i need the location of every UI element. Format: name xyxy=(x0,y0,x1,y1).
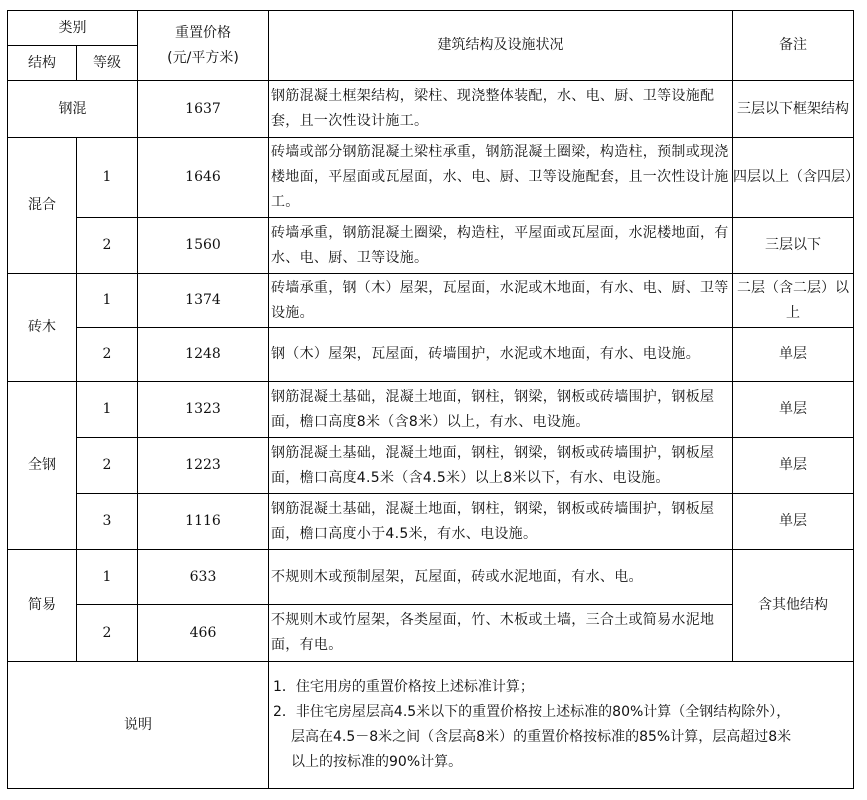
header-structure: 结构 xyxy=(8,46,77,81)
price-cell: 1374 xyxy=(138,274,269,328)
price-cell: 466 xyxy=(138,605,269,662)
price-cell: 1637 xyxy=(138,81,269,138)
explanation-row xyxy=(8,662,854,789)
building-price-table xyxy=(7,10,859,789)
grade-cell: 1 xyxy=(77,138,138,218)
grade-cell: 1 xyxy=(77,382,138,438)
explanation-item-2-line-1: 2．非住宅房屋层高4.5米以下的重置价格按上述标准的80%计算（全钢结构除外）， xyxy=(273,704,791,720)
table-row xyxy=(8,438,854,494)
grade-cell: 3 xyxy=(77,494,138,550)
grade-cell: 2 xyxy=(77,328,138,382)
grade-cell: 1 xyxy=(77,550,138,605)
remark-cell: 三层以下 xyxy=(733,218,854,274)
price-cell: 1560 xyxy=(138,218,269,274)
header-price xyxy=(138,11,269,81)
remark-cell: 单层 xyxy=(733,438,854,494)
description-cell: 钢筋混凝土基础，混凝土地面，钢柱，钢梁，钢板或砖墙围护，钢板屋面，檐口高度8米（含8米）以上，有水、电设施。 xyxy=(269,382,733,438)
remark-cell: 含其他结构 xyxy=(733,550,854,662)
remark-cell: 二层（含二层）以上 xyxy=(733,274,854,328)
description-cell: 钢筋混凝土框架结构，梁柱、现浇整体装配，水、电、厨、卫等设施配套，且一次性设计施工。 xyxy=(269,81,733,138)
structure-cell: 简易 xyxy=(8,550,77,662)
price-cell: 1248 xyxy=(138,328,269,382)
price-cell: 1116 xyxy=(138,494,269,550)
table-row xyxy=(8,494,854,550)
structure-cell: 全钢 xyxy=(8,382,77,550)
price-cell: 1323 xyxy=(138,382,269,438)
header-price-line2: (元/平方米) xyxy=(167,49,239,66)
description-cell: 钢筋混凝土基础，混凝土地面，钢柱，钢梁，钢板或砖墙围护，钢板屋面，檐口高度4.5米（含4.5米）以上8米以下，有水、电设施。 xyxy=(269,438,733,494)
header-grade: 等级 xyxy=(77,46,138,81)
description-cell: 砖墙或部分钢筋混凝土梁柱承重，钢筋混凝土圈梁，构造柱，预制或现浇楼地面，平屋面或瓦屋面，水、电、厨、卫等设施配套，且一次性设计施工。 xyxy=(269,138,733,218)
grade-cell: 1 xyxy=(77,274,138,328)
remark-cell: 单层 xyxy=(733,328,854,382)
explanation-item-2-line-3: 以上的按标准的90%计算。 xyxy=(291,754,463,770)
table-row xyxy=(8,382,854,438)
grade-cell: 2 xyxy=(77,438,138,494)
header-category: 类别 xyxy=(8,11,138,46)
explanation-item-1: 1．住宅用房的重置价格按上述标准计算； xyxy=(273,679,534,695)
table-row xyxy=(8,218,854,274)
explanation-label: 说明 xyxy=(8,662,269,789)
header-remarks: 备注 xyxy=(733,11,854,81)
table-row xyxy=(8,138,854,218)
description-cell: 砖墙承重，钢（木）屋架，瓦屋面，水泥或木地面，有水、电、厨、卫等设施。 xyxy=(269,274,733,328)
price-cell: 1646 xyxy=(138,138,269,218)
description-cell: 不规则木或预制屋架，瓦屋面，砖或水泥地面，有水、电。 xyxy=(269,550,733,605)
remark-cell: 单层 xyxy=(733,382,854,438)
structure-cell: 砖木 xyxy=(8,274,77,382)
price-cell: 633 xyxy=(138,550,269,605)
remark-cell: 三层以下框架结构 xyxy=(733,81,854,138)
table-row xyxy=(8,81,854,138)
description-cell: 钢（木）屋架，瓦屋面，砖墙围护，水泥或木地面，有水、电设施。 xyxy=(269,328,733,382)
table-row xyxy=(8,550,854,605)
description-cell: 不规则木或竹屋架，各类屋面，竹、木板或土墙，三合土或简易水泥地面，有电。 xyxy=(269,605,733,662)
description-cell: 钢筋混凝土基础，混凝土地面，钢柱，钢梁，钢板或砖墙围护，钢板屋面，檐口高度小于4.5米，有水、电设施。 xyxy=(269,494,733,550)
explanation-text xyxy=(269,662,854,789)
structure-cell: 混合 xyxy=(8,138,77,274)
header-price-line1: 重置价格 xyxy=(175,24,231,41)
structure-cell: 钢混 xyxy=(8,81,138,138)
description-cell: 砖墙承重，钢筋混凝土圈梁，构造柱，平屋面或瓦屋面，水泥楼地面，有水、电、厨、卫等设施。 xyxy=(269,218,733,274)
remark-cell: 四层以上（含四层） xyxy=(733,138,854,218)
table-row xyxy=(8,605,854,662)
explanation-item-2-line-2: 层高在4.5－8米之间（含层高8米）的重置价格按标准的85%计算，层高超过8米 xyxy=(291,729,792,745)
remark-cell: 单层 xyxy=(733,494,854,550)
grade-cell: 2 xyxy=(77,218,138,274)
grade-cell: 2 xyxy=(77,605,138,662)
table-row xyxy=(8,274,854,328)
price-cell: 1223 xyxy=(138,438,269,494)
table-row xyxy=(8,328,854,382)
header-description: 建筑结构及设施状况 xyxy=(269,11,733,81)
